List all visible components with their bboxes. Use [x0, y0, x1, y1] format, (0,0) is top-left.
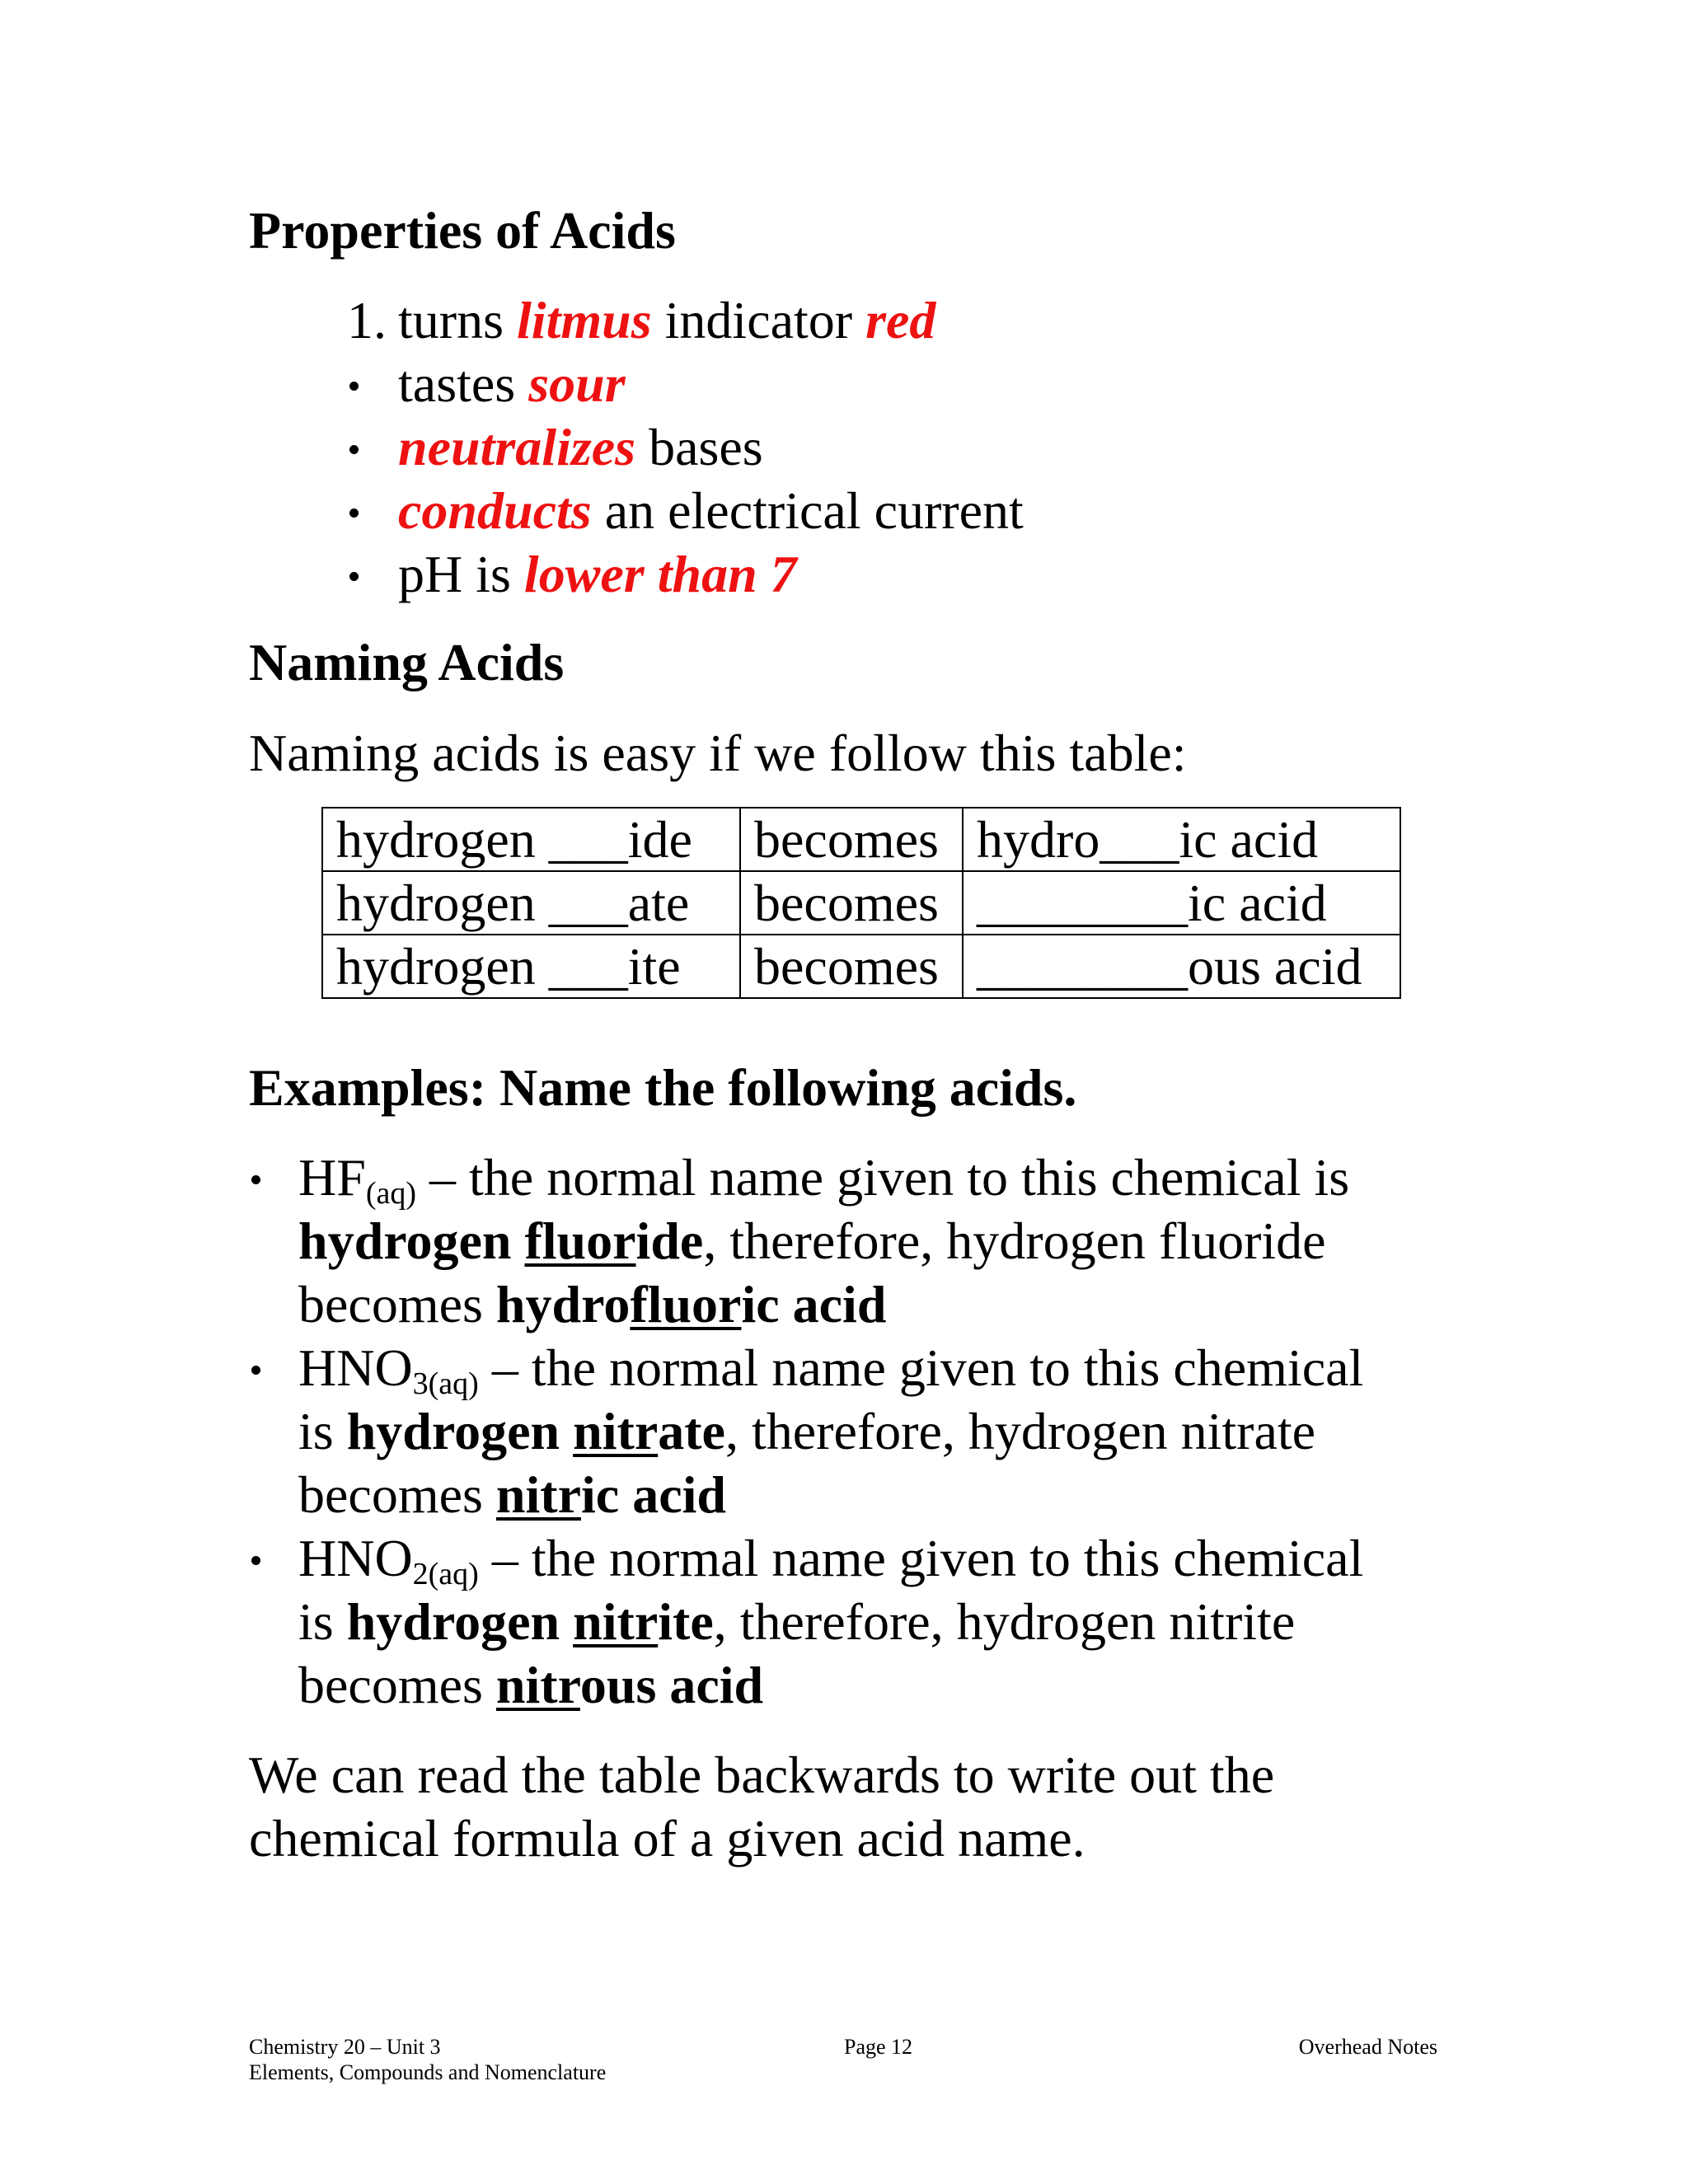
list-number: 1. — [347, 291, 387, 349]
table-cell: ________ic acid — [963, 871, 1400, 935]
examples-heading: Examples: Name the following acids. — [249, 1058, 1077, 1117]
table-cell: hydrogen ___ate — [322, 871, 740, 935]
bullet-icon — [349, 572, 359, 581]
closing-paragraph: We can read the table backwards to write out the chemical formula of a given acid name. — [249, 1746, 1275, 1868]
example-item-hno2: $HNO_{2(aq)}$ – the normal name given to this chemical is hydrogen nitrite, therefore, hydrogen nitrite becomes nitrous acid — [249, 1526, 1469, 1717]
property-item-conducts: conducts an electrical current — [330, 479, 1024, 542]
property-item-neutralizes: neutralizes bases — [330, 415, 1024, 479]
bullet-icon — [349, 509, 359, 518]
footer-right: Overhead Notes — [1298, 2035, 1437, 2059]
table-row — [322, 871, 1400, 935]
naming-intro: Naming acids is easy if we follow this table: — [249, 724, 1187, 782]
properties-list — [330, 288, 1024, 606]
table-cell: becomes — [740, 935, 963, 998]
table-row — [322, 808, 1400, 871]
bullet-icon — [251, 1556, 260, 1565]
footer-page-number: Page 12 — [844, 2035, 913, 2059]
table-cell: becomes — [740, 808, 963, 871]
example-item-hno3: $HNO_{3(aq)}$ – the normal name given to this chemical is hydrogen nitrate, therefore, hydrogen nitrate becomes nitric acid — [249, 1336, 1469, 1526]
property-item-taste: tastes sour — [330, 352, 1024, 415]
table-cell: hydrogen ___ite — [322, 935, 740, 998]
table-cell: hydrogen ___ide — [322, 808, 740, 871]
table-cell: hydro___ic acid — [963, 808, 1400, 871]
bullet-icon — [251, 1175, 260, 1184]
table-cell: becomes — [740, 871, 963, 935]
examples-list — [249, 1146, 1469, 1717]
table-cell: ________ous acid — [963, 935, 1400, 998]
acid-naming-table — [321, 807, 1401, 999]
footer-left: Chemistry 20 – Unit 3 Elements, Compounds and Nomenclature — [249, 2035, 607, 2084]
example-item-hf: $HF_{(aq)}$ – the normal name given to this chemical is hydrogen fluoride, therefore, hydrogen fluoride becomes hydrofluoric acid — [249, 1146, 1469, 1336]
table-row — [322, 935, 1400, 998]
bullet-icon — [349, 382, 359, 391]
bullet-icon — [349, 445, 359, 454]
property-item-ph: pH is lower than 7 — [330, 542, 1024, 606]
property-item-litmus: 1. turns litmus indicator red — [330, 288, 1024, 352]
properties-heading: Properties of Acids — [249, 201, 676, 260]
naming-heading: Naming Acids — [249, 633, 565, 691]
bullet-icon — [251, 1366, 260, 1375]
